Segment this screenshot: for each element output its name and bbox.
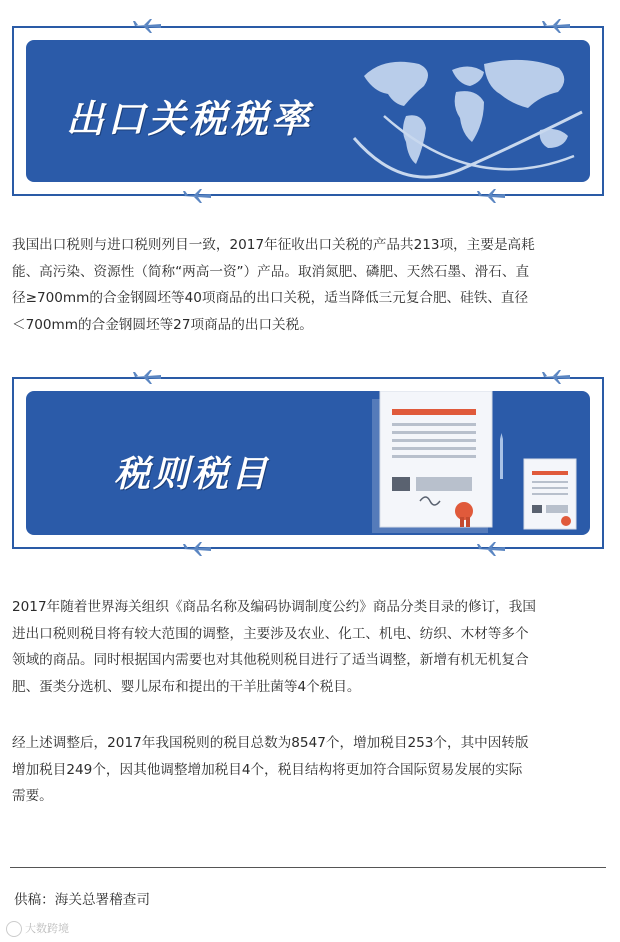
airplane-icon [132, 19, 162, 33]
banner-panel [26, 391, 590, 535]
airplane-icon [476, 189, 506, 203]
airplane-icon [182, 542, 212, 556]
text-line: 我国出口税则与进口税则列目一致，2017年征收出口关税的产品共213项，主要是高耗 [12, 237, 535, 253]
world-map-icon [344, 46, 590, 182]
watermark-text: 大数跨境 [25, 922, 69, 935]
text-line: 能、高污染、资源性（简称“两高一资”）产品。取消氮肥、磷肥、天然石墨、滑石、直 [12, 263, 530, 280]
footer-credit: 供稿：海关总署稽查司 [14, 892, 150, 908]
text-line: 增加税目249个，因其他调整增加税目4个，税目结构将更加符合国际贸易发展的实际 [12, 761, 523, 778]
paragraph-export-tariff [12, 232, 610, 338]
banner-tariff-items [12, 377, 604, 549]
banner-panel [26, 40, 590, 182]
watermark [6, 920, 69, 937]
paragraph-summary [12, 730, 610, 810]
text-line: 2017年随着世界海关组织《商品名称及编码协调制度公约》商品分类目录的修订，我国 [12, 599, 536, 615]
paragraph-tariff-items [12, 594, 610, 700]
document-certificate-icon [366, 391, 590, 535]
watermark-logo-icon [6, 921, 22, 937]
airplane-icon [476, 542, 506, 556]
text-line: 需要。 [12, 788, 53, 804]
airplane-icon [132, 370, 162, 384]
text-line: ＜700mm的合金钢圆坯等27项商品的出口关税。 [12, 316, 313, 333]
text-line: 进出口税则税目将有较大范围的调整，主要涉及农业、化工、机电、纺织、木材等多个 [12, 625, 529, 642]
banner-export-tariff [12, 26, 604, 196]
banner-title: 出口关税税率 [66, 96, 313, 141]
text-line: 经上述调整后，2017年我国税则的税目总数为8547个，增加税目253个，其中因转版 [12, 735, 529, 751]
text-line: 径≥700mm的合金钢圆坯等40项商品的出口关税，适当降低三元复合肥、硅铁、直径 [12, 290, 529, 306]
text-line: 肥、蛋类分选机、婴儿尿布和提出的干羊肚菌等4个税目。 [12, 678, 361, 695]
divider [10, 867, 606, 868]
airplane-icon [182, 189, 212, 203]
text-line: 领域的商品。同时根据国内需要也对其他税则税目进行了适当调整，新增有机无机复合 [12, 652, 529, 668]
airplane-icon [541, 19, 571, 33]
banner-title: 税则税目 [114, 453, 271, 495]
airplane-icon [541, 370, 571, 384]
